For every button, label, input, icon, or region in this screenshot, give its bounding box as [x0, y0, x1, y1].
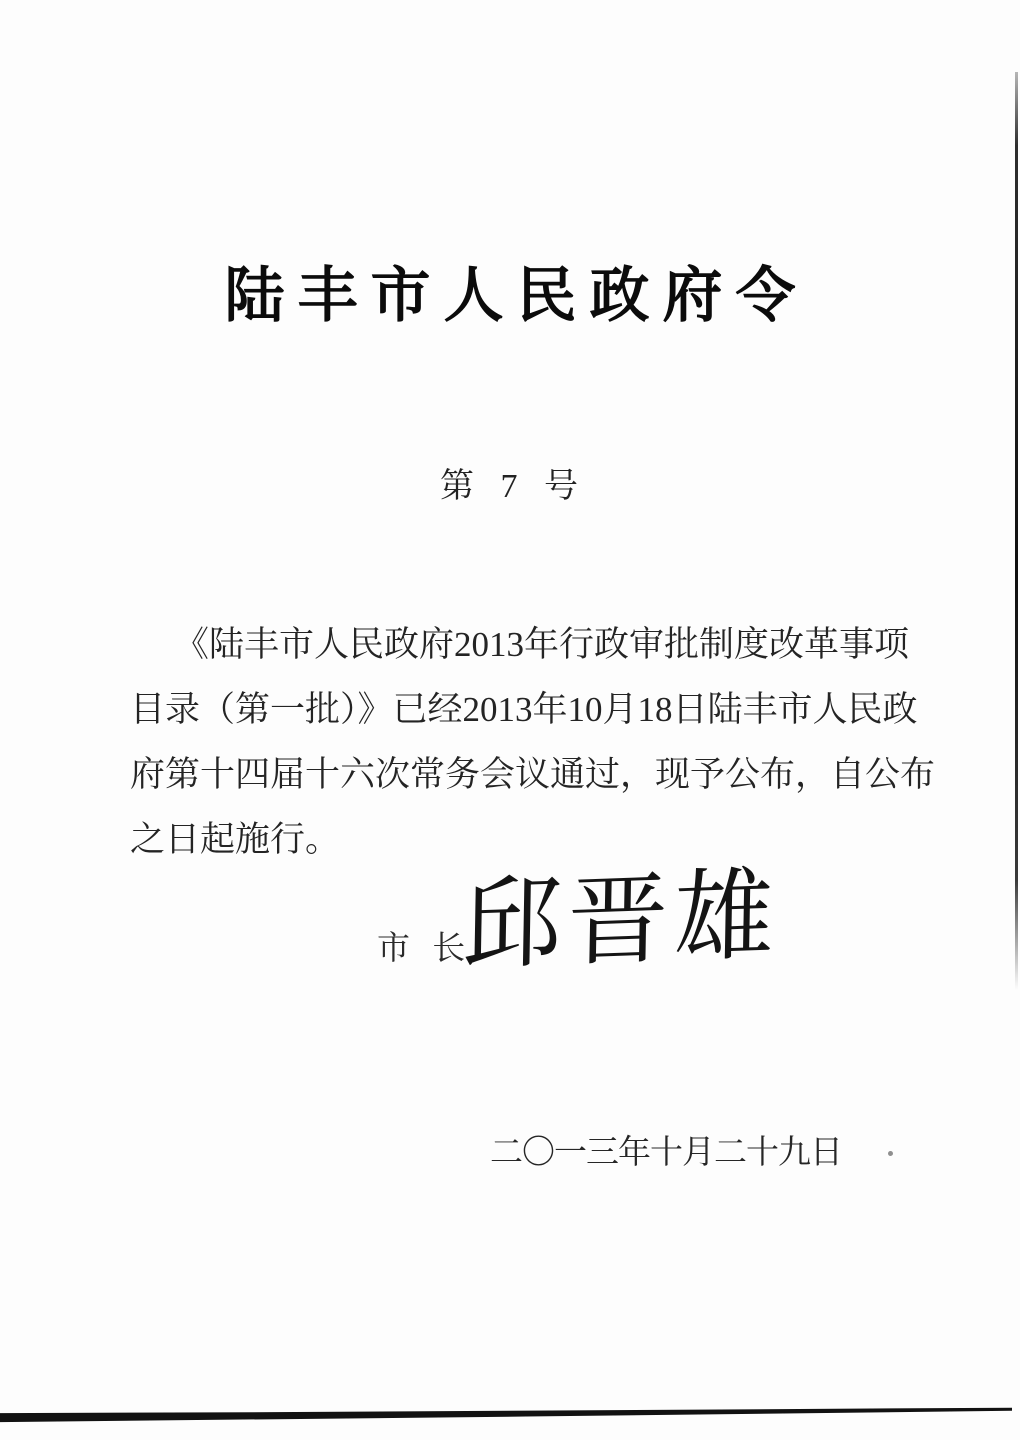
body-line-4: 之日起施行。	[130, 820, 341, 859]
scan-artifact-right-edge-line	[1015, 72, 1018, 990]
body-line-1: 《陆丰市人民政府2013年行政审批制度改革事项	[174, 625, 910, 664]
body-line-2: 目录（第一批）》已经2013年10月18日陆丰市人民政	[130, 690, 918, 729]
order-number: 第 7 号	[440, 468, 580, 505]
scan-speck	[888, 1151, 893, 1156]
scan-artifact-bottom-edge-line	[0, 1406, 1012, 1423]
document-title: 陆丰市人民政府令	[224, 263, 809, 329]
document-date: 二〇一三年十月二十九日	[490, 1135, 842, 1171]
signature-handwritten-name: 邱晋雄	[461, 859, 781, 983]
body-line-3: 府第十四届十六次常务会议通过，现予公布，自公布	[130, 755, 936, 794]
signature-role-label: 市 长	[377, 931, 466, 967]
body-paragraph	[130, 612, 936, 872]
